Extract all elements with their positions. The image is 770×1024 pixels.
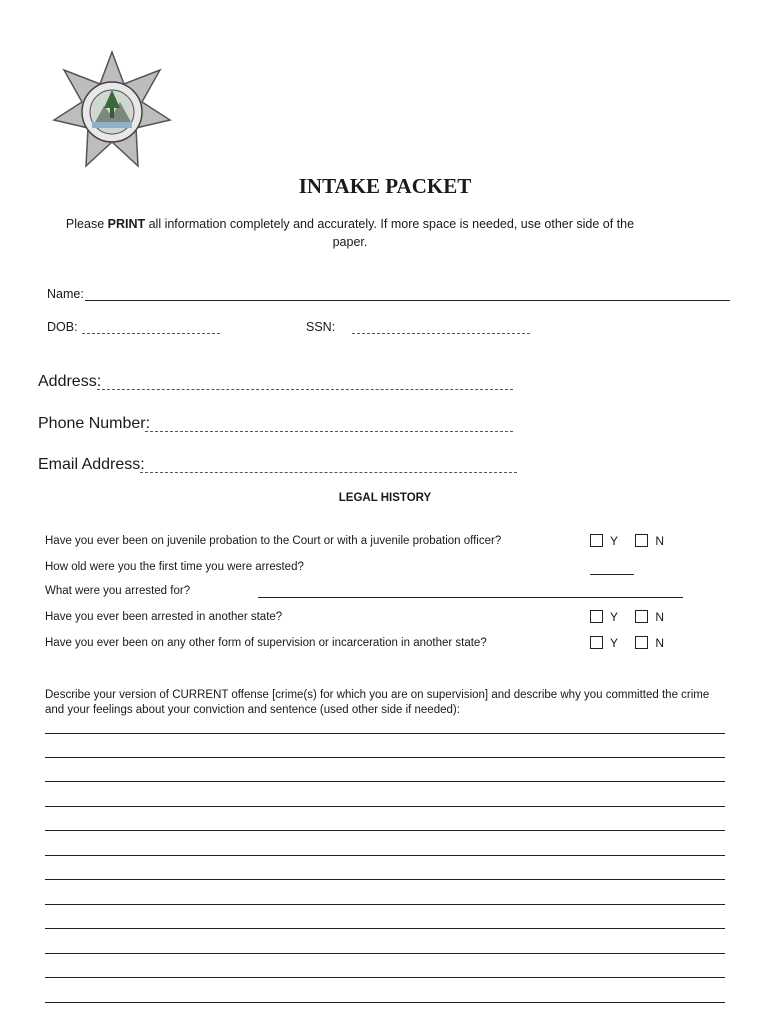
- yn-group-supervision-state: Y N: [590, 635, 664, 650]
- instructions-text: Please PRINT all information completely and accurately. If more space is needed, use other side of the paper.: [65, 217, 635, 249]
- checkbox-no[interactable]: [635, 636, 648, 649]
- question-first-arrest-age: How old were you the first time you were arrested?: [45, 561, 304, 573]
- yn-group-juvenile: Y N: [590, 533, 664, 548]
- writing-line[interactable]: [45, 879, 725, 880]
- name-field[interactable]: [85, 300, 730, 301]
- writing-line[interactable]: [45, 928, 725, 929]
- writing-line[interactable]: [45, 806, 725, 807]
- writing-line[interactable]: [45, 953, 725, 954]
- email-field[interactable]: [140, 472, 517, 473]
- email-label: Email Address:: [38, 456, 145, 473]
- first-arrest-age-field[interactable]: [590, 574, 634, 575]
- question-supervision-another-state: Have you ever been on any other form of supervision or incarceration in another state?: [45, 637, 487, 649]
- writing-line[interactable]: [45, 1002, 725, 1003]
- writing-line[interactable]: [45, 757, 725, 758]
- question-arrested-for: What were you arrested for?: [45, 585, 191, 597]
- address-field[interactable]: [97, 389, 513, 390]
- ssn-field[interactable]: [352, 333, 530, 334]
- writing-line[interactable]: [45, 904, 725, 905]
- writing-line[interactable]: [45, 855, 725, 856]
- dob-label: DOB:: [47, 320, 78, 334]
- writing-line[interactable]: [45, 977, 725, 978]
- yn-group-arrested-state: Y N: [590, 609, 664, 624]
- sheriff-star-badge-icon: [52, 50, 172, 172]
- describe-offense-instructions: Describe your version of CURRENT offense [crime(s) for which you are on supervision] and describe why you committed the crime and your feelings about your conviction and sentence (used other side if needed):: [45, 689, 710, 716]
- writing-line[interactable]: [45, 781, 725, 782]
- section-heading-legal-history: LEGAL HISTORY: [338, 492, 432, 504]
- checkbox-no[interactable]: [635, 534, 648, 547]
- phone-field[interactable]: [145, 431, 513, 432]
- writing-line[interactable]: [45, 733, 725, 734]
- ssn-label: SSN:: [306, 320, 336, 334]
- checkbox-yes[interactable]: [590, 534, 603, 547]
- dob-field[interactable]: [82, 333, 220, 334]
- address-label: Address:: [38, 373, 102, 390]
- question-juvenile-probation: Have you ever been on juvenile probation to the Court or with a juvenile probation officer?: [45, 535, 502, 547]
- question-arrested-another-state: Have you ever been arrested in another state?: [45, 611, 283, 623]
- writing-line[interactable]: [45, 830, 725, 831]
- phone-label: Phone Number:: [38, 415, 151, 432]
- checkbox-yes[interactable]: [590, 610, 603, 623]
- checkbox-yes[interactable]: [590, 636, 603, 649]
- checkbox-no[interactable]: [635, 610, 648, 623]
- arrested-for-field[interactable]: [258, 597, 683, 598]
- name-label: Name:: [47, 287, 84, 301]
- page-title: INTAKE PACKET: [298, 174, 472, 198]
